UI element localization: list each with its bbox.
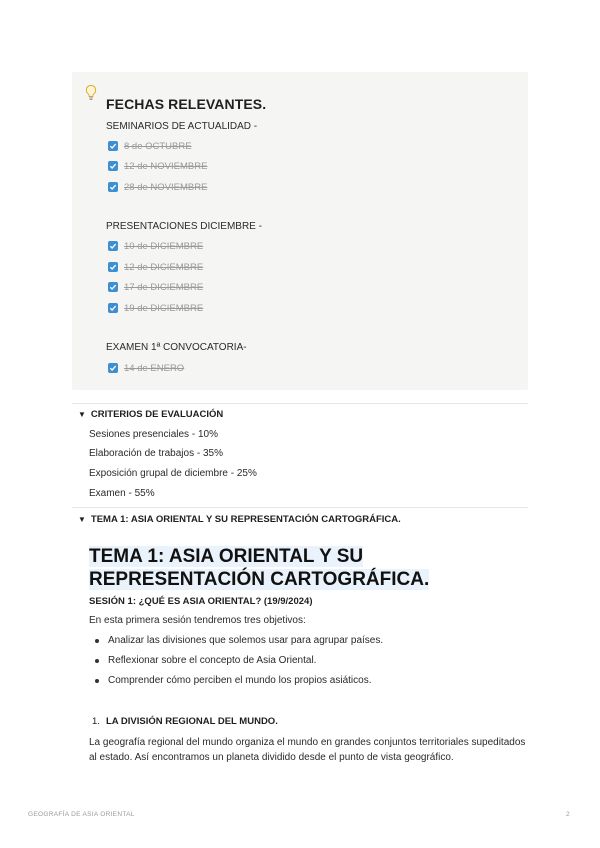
list-item-text: Analizar las divisiones que solemos usar para agrupar países. [108,635,384,646]
list-item-text: Reflexionar sobre el concepto de Asia Oriental. [108,655,317,666]
list-item [95,635,383,646]
checkbox-checked[interactable] [108,282,118,292]
todo-text: 12 de DICIEMBRE [124,261,204,273]
section-title: LA DIVISIÓN REGIONAL DEL MUNDO. [105,716,278,727]
todo-item[interactable] [108,139,192,153]
list-item-text: Comprender cómo perciben el mundo los propios asiáticos. [108,675,372,686]
checkbox-checked[interactable] [108,303,118,313]
section-number: 1. [92,716,100,727]
callout-title: FECHAS RELEVANTES. [106,96,267,112]
bullet-dot [95,679,99,683]
todo-text: 17 de DICIEMBRE [124,281,204,293]
todo-item[interactable] [108,361,184,375]
todo-text: 19 de DICIEMBRE [124,302,204,314]
todo-item[interactable] [108,301,203,315]
session-intro: En esta primera sesión tendremos tres objetivos: [89,615,306,626]
list-item [95,675,371,686]
checkbox-checked[interactable] [108,182,118,192]
checkbox-checked[interactable] [108,141,118,151]
divider [72,403,528,404]
divider [72,507,528,508]
bullet-dot [95,639,99,643]
topic-heading-text: TEMA 1: ASIA ORIENTAL Y SU REPRESENTACIÓN CARTOGRÁFICA. [89,546,430,590]
topic-heading [89,545,517,591]
triangle-down-icon[interactable]: ▼ [78,410,86,419]
todo-item[interactable] [108,159,207,173]
numbered-heading [92,716,278,727]
checkbox-checked[interactable] [108,363,118,373]
relevant-dates-callout [72,72,528,390]
todo-item[interactable] [108,239,203,253]
session-title: SESIÓN 1: ¿QUÉ ES ASIA ORIENTAL? (19/9/2024) [89,596,313,607]
bullet-dot [95,659,99,663]
todo-item[interactable] [108,280,203,294]
criteria-toggle-label: CRITERIOS DE EVALUACIÓN [90,409,224,420]
criteria-line: Sesiones presenciales - 10% [89,429,218,440]
checkbox-checked[interactable] [108,262,118,272]
tema-toggle[interactable] [78,514,401,525]
todo-item[interactable] [108,260,203,274]
list-item [95,655,316,666]
triangle-down-icon[interactable]: ▼ [78,515,86,524]
todo-text: 8 de OCTUBRE [124,140,192,152]
criteria-toggle[interactable] [78,409,223,420]
todo-text: 12 de NOVIEMBRE [124,160,208,172]
todo-text: 10 de DICIEMBRE [124,240,204,252]
checkbox-checked[interactable] [108,241,118,251]
checkbox-checked[interactable] [108,161,118,171]
criteria-line: Exposición grupal de diciembre - 25% [89,468,257,479]
todo-text: 14 de ENERO [124,362,185,374]
page-number: 2 [566,811,570,818]
section-paragraph: La geografía regional del mundo organiza el mundo en grandes conjuntos territoriales supeditados al estado. Así encontramos un planeta dividido desde el punto de vista geográfico. [89,737,526,763]
tema-toggle-label: TEMA 1: ASIA ORIENTAL Y SU REPRESENTACIÓN CARTOGRÁFICA. [90,514,401,525]
seminars-label: SEMINARIOS DE ACTUALIDAD - [106,121,258,132]
criteria-line: Examen - 55% [89,488,155,499]
todo-text: 28 de NOVIEMBRE [124,181,208,193]
criteria-line: Elaboración de trabajos - 35% [89,448,223,459]
presentations-label: PRESENTACIONES DICIEMBRE - [106,221,262,232]
exam-label: EXAMEN 1ª CONVOCATORIA- [106,342,247,353]
todo-item[interactable] [108,180,207,194]
footer-title: GEOGRAFÍA DE ASIA ORIENTAL [28,811,135,818]
lightbulb-icon [84,84,98,102]
